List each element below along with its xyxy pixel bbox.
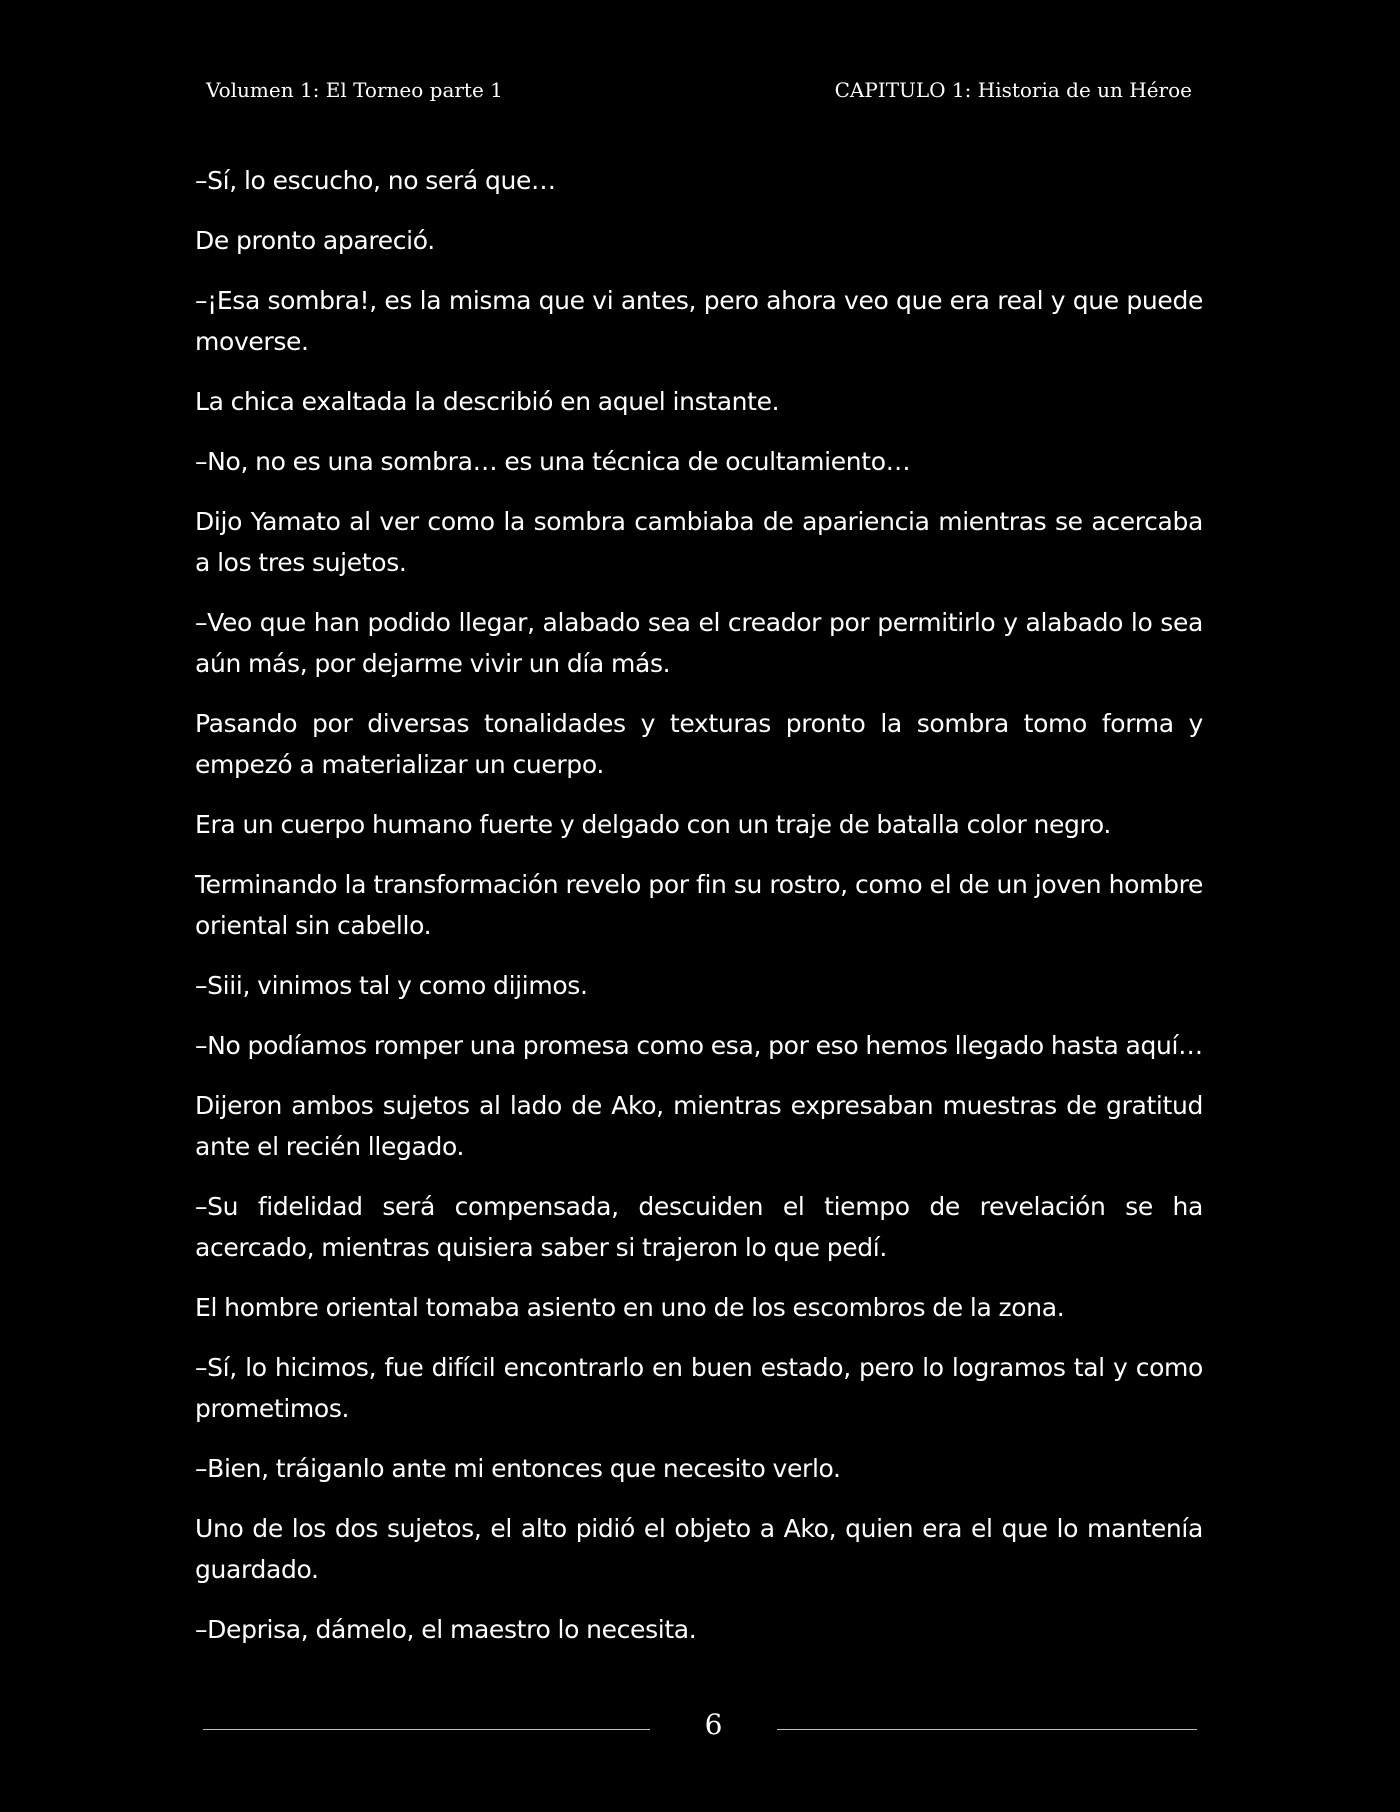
paragraph: –Siii, vinimos tal y como dijimos. bbox=[195, 971, 588, 1000]
paragraph: –Bien, tráiganlo ante mi entonces que necesito verlo. bbox=[195, 1454, 841, 1483]
paragraph: –Sí, lo hicimos, fue difícil encontrarlo en buen estado, pero lo logramos tal y como prometimos. bbox=[195, 1353, 1203, 1423]
paragraph: De pronto apareció. bbox=[195, 226, 435, 255]
paragraph: Uno de los dos sujetos, el alto pidió el objeto a Ako, quien era el que lo mantenía guardado. bbox=[195, 1514, 1203, 1584]
body-text bbox=[195, 160, 1203, 1669]
footer-rule-right bbox=[777, 1729, 1197, 1730]
paragraph: –Veo que han podido llegar, alabado sea el creador por permitirlo y alabado lo sea aún más, por dejarme vivir un día más. bbox=[195, 608, 1203, 678]
paragraph: El hombre oriental tomaba asiento en uno de los escombros de la zona. bbox=[195, 1293, 1065, 1322]
paragraph: –Su fidelidad será compensada, descuiden el tiempo de revelación se ha acercado, mientras quisiera saber si trajeron lo que pedí. bbox=[195, 1192, 1203, 1262]
page-number: 6 bbox=[704, 1708, 723, 1741]
paragraph: –Sí, lo escucho, no será que… bbox=[195, 166, 556, 195]
volume-title: Volumen 1: El Torneo parte 1 bbox=[206, 78, 503, 102]
paragraph: Pasando por diversas tonalidades y texturas pronto la sombra tomo forma y empezó a materializar un cuerpo. bbox=[195, 709, 1203, 779]
paragraph: Terminando la transformación revelo por fin su rostro, como el de un joven hombre oriental sin cabello. bbox=[195, 870, 1203, 940]
paragraph: Era un cuerpo humano fuerte y delgado con un traje de batalla color negro. bbox=[195, 810, 1112, 839]
paragraph: –No podíamos romper una promesa como esa, por eso hemos llegado hasta aquí… bbox=[195, 1031, 1203, 1060]
paragraph: –¡Esa sombra!, es la misma que vi antes, pero ahora veo que era real y que puede moverse. bbox=[195, 286, 1203, 356]
paragraph: La chica exaltada la describió en aquel instante. bbox=[195, 387, 780, 416]
paragraph: Dijo Yamato al ver como la sombra cambiaba de apariencia mientras se acercaba a los tres sujetos. bbox=[195, 507, 1203, 577]
page-footer bbox=[203, 1708, 1197, 1758]
paragraph: –No, no es una sombra… es una técnica de ocultamiento… bbox=[195, 447, 911, 476]
running-header bbox=[206, 78, 1192, 110]
paragraph: Dijeron ambos sujetos al lado de Ako, mientras expresaban muestras de gratitud ante el recién llegado. bbox=[195, 1091, 1203, 1161]
paragraph: –Deprisa, dámelo, el maestro lo necesita. bbox=[195, 1615, 697, 1644]
chapter-title: CAPITULO 1: Historia de un Héroe bbox=[834, 78, 1192, 102]
footer-rule-left bbox=[203, 1729, 650, 1730]
